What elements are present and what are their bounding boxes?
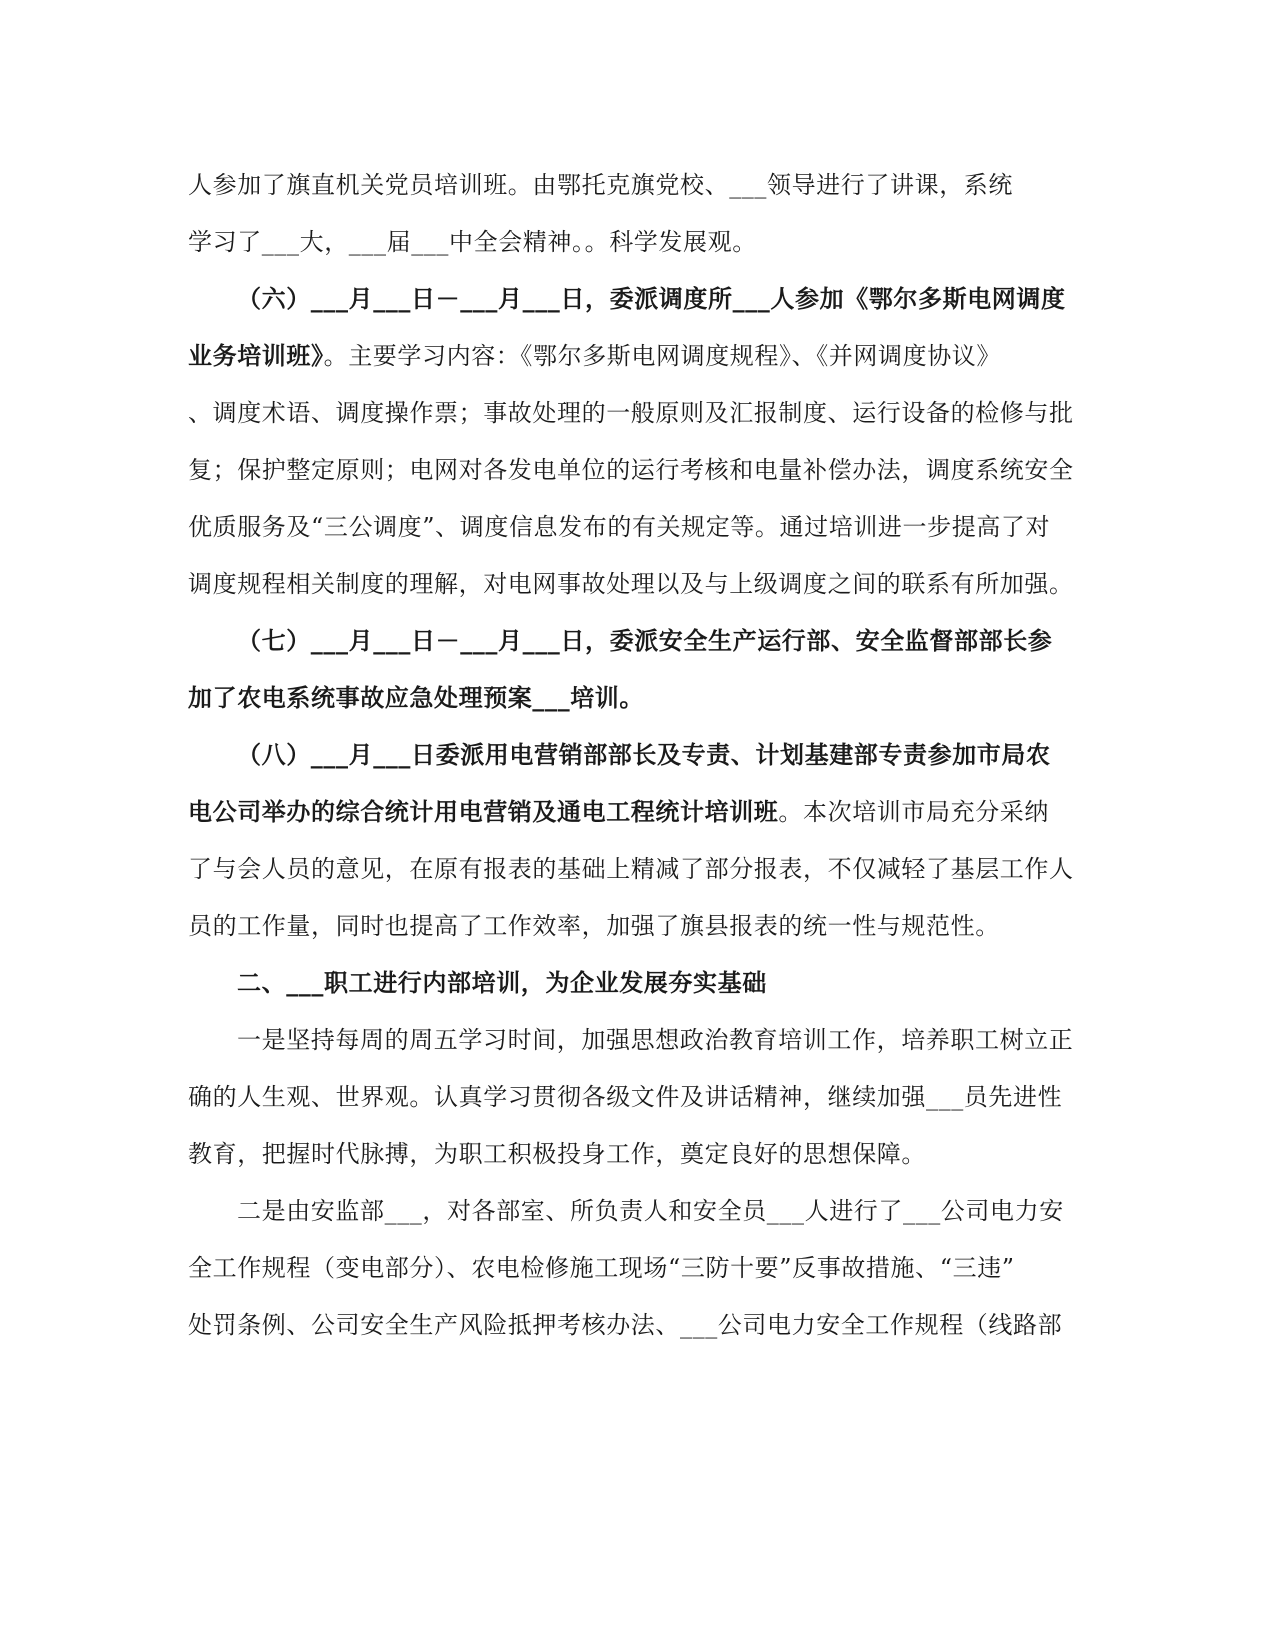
paragraph-line bbox=[188, 227, 1088, 257]
text-run: 复；保护整定原则；电网对各发电单位的运行考核和电量补偿办法，调度系统安全 bbox=[188, 456, 1074, 484]
paragraph-line bbox=[188, 341, 1088, 371]
text-run: 加了农电系统事故应急处理预案___培训。 bbox=[188, 683, 644, 712]
text-run: 二是由安监部___，对各部室、所负责人和安全员___人进行了___公司电力安 bbox=[237, 1197, 1064, 1225]
text-run: 优质服务及“三公调度”、调度信息发布的有关规定等。通过培训进一步提高了对 bbox=[188, 513, 1051, 541]
text-run: （七）___月___日－___月___日，委派安全生产运行部、安全监督部部长参 bbox=[237, 626, 1053, 655]
paragraph-line bbox=[237, 1196, 1088, 1226]
text-run: 教育，把握时代脉搏，为职工积极投身工作，奠定良好的思想保障。 bbox=[188, 1140, 926, 1168]
text-run: （八）___月___日委派用电营销部部长及专责、计划基建部专责参加市局农 bbox=[237, 740, 1051, 769]
paragraph-line bbox=[188, 1310, 1088, 1340]
text-run: 、调度术语、调度操作票；事故处理的一般原则及汇报制度、运行设备的检修与批 bbox=[188, 399, 1074, 427]
text-run: 。主要学习内容：《鄂尔多斯电网调度规程》、《并网调度协议》 bbox=[323, 342, 1002, 370]
section-heading-eight bbox=[237, 740, 1088, 770]
paragraph-line bbox=[188, 1082, 1088, 1112]
paragraph-line bbox=[188, 854, 1088, 884]
text-run: 二、___职工进行内部培训，为企业发展夯实基础 bbox=[237, 968, 767, 997]
text-run: 员的工作量，同时也提高了工作效率，加强了旗县报表的统一性与规范性。 bbox=[188, 912, 1000, 940]
text-run: 确的人生观、世界观。认真学习贯彻各级文件及讲话精神，继续加强___员先进性 bbox=[188, 1083, 1063, 1111]
text-run: 。本次培训市局充分采纳 bbox=[778, 798, 1050, 826]
paragraph-line bbox=[188, 398, 1088, 428]
paragraph-line bbox=[188, 512, 1088, 542]
text-run: 调度规程相关制度的理解，对电网事故处理以及与上级调度之间的联系有所加强。 bbox=[188, 570, 1074, 598]
paragraph-line bbox=[188, 569, 1088, 599]
paragraph-line bbox=[188, 455, 1088, 485]
section-heading-two bbox=[237, 968, 1088, 998]
text-run: 处罚条例、公司安全生产风险抵押考核办法、___公司电力安全工作规程（线路部 bbox=[188, 1311, 1063, 1339]
paragraph-line bbox=[188, 797, 1088, 827]
text-run: 了与会人员的意见，在原有报表的基础上精减了部分报表，不仅减轻了基层工作人 bbox=[188, 855, 1074, 883]
paragraph-line bbox=[188, 1253, 1088, 1283]
section-heading-seven bbox=[237, 626, 1088, 656]
text-run: 全工作规程（变电部分）、农电检修施工现场“三防十要”反事故措施、“三违” bbox=[188, 1254, 1015, 1282]
text-run: 学习了___大，___届___中全会精神。。科学发展观。 bbox=[188, 228, 757, 256]
paragraph-line bbox=[188, 911, 1088, 941]
text-run: 一是坚持每周的周五学习时间，加强思想政治教育培训工作，培养职工树立正 bbox=[237, 1026, 1074, 1054]
text-run: （六）___月___日－___月___日，委派调度所___人参加《鄂尔多斯电网调度 bbox=[237, 284, 1066, 313]
paragraph-line bbox=[188, 683, 1088, 713]
paragraph-line bbox=[237, 1025, 1088, 1055]
paragraph-line bbox=[188, 1139, 1088, 1169]
paragraph-line bbox=[188, 170, 1088, 200]
text-run: 人参加了旗直机关党员培训班。由鄂托克旗党校、___领导进行了讲课，系统 bbox=[188, 171, 1013, 199]
bold-text-run: 业务培训班》 bbox=[188, 341, 324, 370]
bold-text-run: 电公司举办的综合统计用电营销及通电工程统计培训班 bbox=[188, 797, 779, 826]
section-heading-six bbox=[237, 284, 1088, 314]
